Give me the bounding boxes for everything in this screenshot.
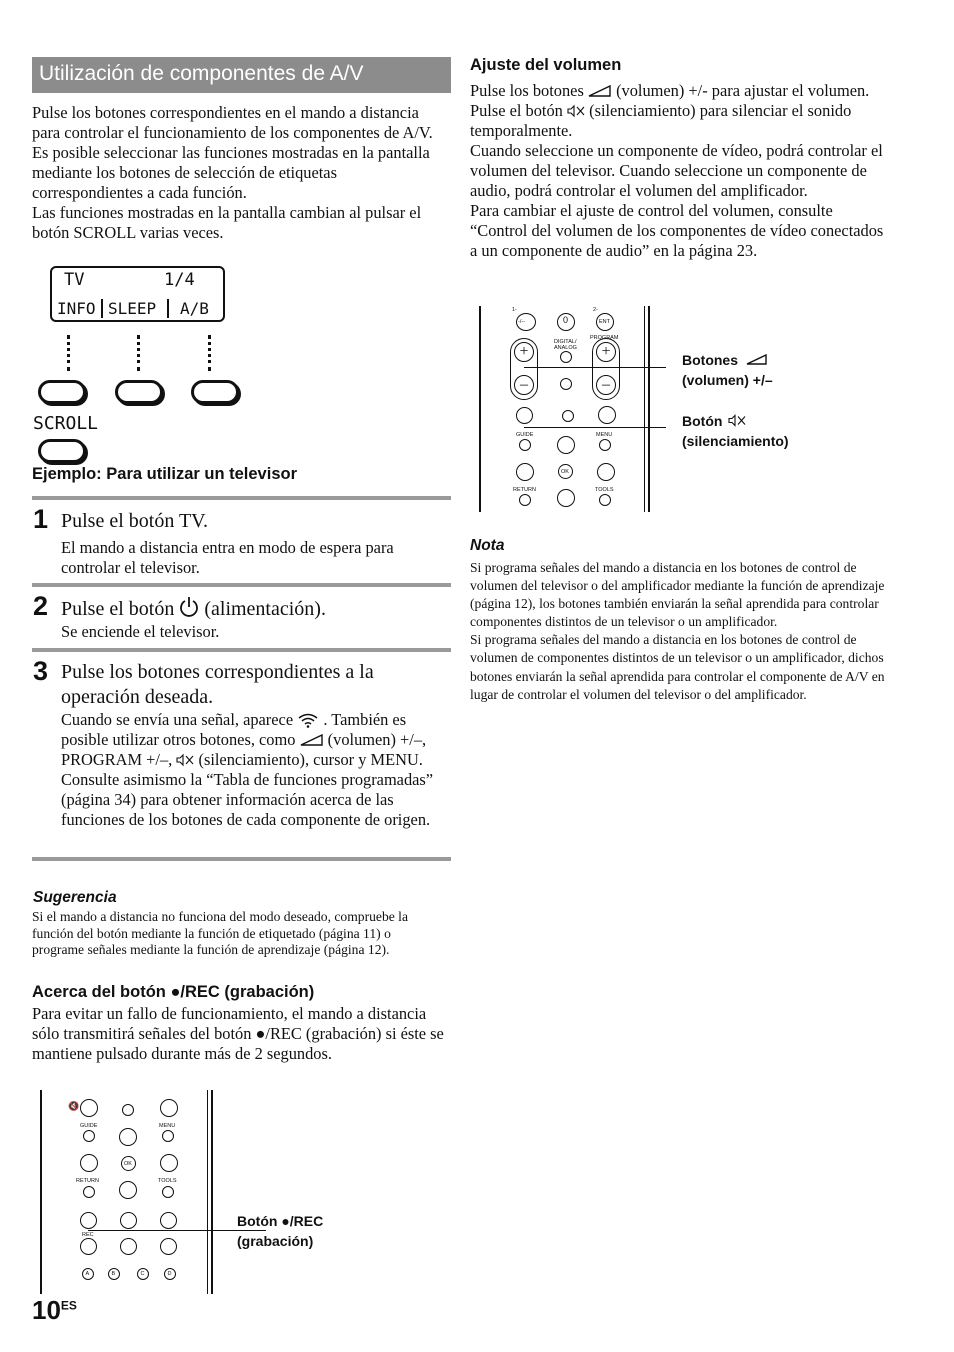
color-c-label: C — [140, 1271, 145, 1277]
lcd-label-sleep: SLEEP — [108, 299, 157, 318]
step-body-text: Cuando se envía una señal, aparece — [61, 710, 294, 729]
ok-label: OK — [124, 1161, 132, 1167]
rec-label: REC — [82, 1232, 94, 1238]
cursor-left-button[interactable] — [80, 1154, 98, 1172]
remote-illustration-rec — [36, 1090, 216, 1294]
volume-callout — [682, 350, 773, 390]
rec-callout-line: (grabación) — [237, 1233, 314, 1249]
return-button[interactable] — [519, 494, 531, 506]
intro-paragraph: Pulse los botones correspondientes en el mando a distancia para controlar el funcionamiento de los componentes de A/V. — [32, 103, 433, 142]
volume-icon — [300, 734, 324, 746]
dotted-connector — [67, 335, 70, 371]
cursor-down-button[interactable] — [557, 489, 575, 507]
fast-forward-button[interactable] — [160, 1212, 177, 1229]
step-title — [61, 596, 326, 622]
step-body-text: (volumen) +/–, PROGRAM +/–, — [61, 730, 427, 769]
mute-callout-line: (silenciamiento) — [682, 433, 789, 449]
volume-text — [470, 81, 890, 261]
guide-button[interactable] — [519, 439, 531, 451]
note-paragraph: Si programa señales del mando a distancia en los botones de control de volumen de componentes distintos de un televisor o un amplificador, dichos botones enviarán la señal aprendida para controlar el componente de A/V en lugar de controlar el volumen del televisor o del amplificador. — [470, 632, 885, 702]
volume-text-part: (silenciamiento) para silenciar el sonido temporalmente. — [470, 101, 852, 140]
lcd-mode: TV — [64, 270, 85, 290]
guide-label: GUIDE — [516, 432, 534, 438]
tools-button[interactable] — [599, 494, 611, 506]
rec-body: Para evitar un fallo de funcionamiento, el mando a distancia sólo transmitirá señales del botón ●/REC (grabación) si éste se mantiene pulsado durante más de 2 segundos. — [32, 1004, 444, 1063]
return-button[interactable] — [83, 1186, 95, 1198]
return-label: RETURN — [513, 487, 536, 493]
lcd-display — [50, 266, 225, 322]
signal-icon — [297, 712, 319, 728]
remote-edge — [211, 1090, 213, 1294]
rec-callout — [237, 1211, 323, 1251]
color-d-label: D — [167, 1271, 172, 1277]
page-number-suffix: ES — [60, 1298, 77, 1313]
example-heading: Ejemplo: Para utilizar un televisor — [32, 465, 297, 483]
lcd-divider — [101, 299, 103, 318]
lcd-label-ab: A/B — [180, 299, 209, 318]
menu-button[interactable] — [162, 1130, 174, 1142]
remote-edge — [479, 306, 481, 512]
input-button[interactable] — [598, 406, 616, 424]
volume-text-part: (volumen) +/- para ajustar el volumen. Pulse el botón — [470, 81, 870, 120]
volume-paragraph: Para cambiar el ajuste de control del volumen, consulte “Control del volumen de los componentes de vídeo conectados a un componente de audio” en la página 23. — [470, 201, 884, 260]
step-body-text: . También es posible utilizar otros botones, como — [61, 710, 407, 749]
section-title: Utilización de componentes de A/V — [32, 57, 451, 93]
tools-button[interactable] — [162, 1186, 174, 1198]
step-body: Se enciende el televisor. — [61, 622, 220, 641]
stop-button[interactable] — [120, 1238, 137, 1255]
mute-button[interactable] — [80, 1099, 98, 1117]
rewind-button[interactable] — [80, 1212, 97, 1229]
volume-down-button[interactable]: – — [514, 375, 534, 395]
display-button[interactable] — [562, 410, 574, 422]
key-2-label: 2- — [593, 307, 598, 313]
remote-illustration-volume — [476, 306, 656, 512]
digital-label: DIGITAL/ — [554, 339, 577, 345]
key-1-label: 1- — [512, 307, 517, 313]
tip-body: Si el mando a distancia no funciona del modo deseado, compruebe la función del botón mediante la función de etiquetado (página 11) o programe señales mediante la función de aprendizaje (página 12). — [32, 909, 408, 957]
step-title-text: Pulse el botón — [61, 598, 175, 620]
analog-label: ANALOG — [554, 345, 577, 351]
volume-paragraph — [470, 81, 890, 141]
tip-heading: Sugerencia — [33, 889, 117, 906]
jump-button[interactable] — [560, 378, 572, 390]
mute-icon — [176, 753, 194, 767]
digital-analog-button[interactable] — [560, 351, 572, 363]
page-number-value: 10 — [32, 1295, 61, 1325]
step-body — [61, 710, 446, 830]
power-icon — [179, 596, 199, 618]
cursor-up-button[interactable] — [557, 436, 575, 454]
dash-label: -/-- — [518, 319, 526, 325]
volume-paragraph: Cuando seleccione un componente de vídeo, podrá controlar el volumen del televisor. Cuando seleccione un componente de audio, podrá controlar el volumen del amplificador. — [470, 141, 883, 200]
remote-edge — [40, 1090, 42, 1294]
remote-edge — [648, 306, 650, 512]
step-title-text: (alimentación). — [204, 598, 326, 620]
pause-button[interactable] — [160, 1238, 177, 1255]
remote-edge — [644, 306, 645, 512]
return-label: RETURN — [76, 1178, 99, 1184]
remote-edge — [207, 1090, 208, 1294]
ok-label: OK — [561, 469, 569, 475]
mute-icon — [728, 414, 746, 427]
intro-paragraph: Es posible seleccionar las funciones mostradas en la pantalla mediante los botones de selección de etiquetas correspondientes a cada función. — [32, 143, 430, 202]
divider — [32, 496, 451, 500]
volume-icon — [588, 85, 612, 97]
note-body — [470, 559, 890, 704]
step-title: Pulse los botones correspondientes a la operación deseada. — [61, 661, 374, 708]
volume-callout-line — [682, 350, 773, 370]
intro-paragraph: Las funciones mostradas en la pantalla cambian al pulsar el botón SCROLL varias veces. — [32, 203, 422, 242]
callout-line — [524, 427, 666, 428]
step-title: Pulse el botón TV. — [61, 510, 209, 532]
program-up-button[interactable]: + — [596, 342, 616, 362]
color-a-label: A — [85, 1271, 90, 1277]
step-number: 1 — [33, 504, 49, 534]
volume-callout-line: (volumen) +/– — [682, 372, 773, 388]
label-select-button[interactable] — [115, 380, 163, 404]
volume-up-button[interactable]: + — [514, 342, 534, 362]
cursor-right-button[interactable] — [160, 1154, 178, 1172]
volume-icon — [746, 354, 768, 365]
mute-callout-line — [682, 411, 789, 431]
intro-text — [32, 103, 450, 243]
step-number: 2 — [33, 591, 49, 621]
guide-label: GUIDE — [80, 1123, 98, 1129]
color-b-label: B — [111, 1271, 116, 1277]
program-down-button[interactable]: – — [596, 375, 616, 395]
rec-heading: Acerca del botón ●/REC (grabación) — [32, 983, 315, 1001]
step-body-text: (silenciamiento), cursor y MENU. Consulte asimismo la “Tabla de funciones programadas” (página 34) para obtener información acerca de las funciones de los botones de cada componente de origen. — [61, 750, 434, 829]
menu-label: MENU — [159, 1123, 176, 1129]
note-paragraph: Si programa señales del mando a distancia en los botones de control de volumen del televisor o del amplificador mediante la función de aprendizaje (página 12), los botones también enviarán la señal aprendida para controlar componentes distintos de un televisor o un amplificador. — [470, 560, 885, 630]
page-number — [32, 1295, 77, 1326]
step-body: El mando a distancia entra en modo de espera para controlar el televisor. — [61, 538, 394, 577]
mute-button[interactable] — [516, 407, 533, 424]
mute-callout-text: Botón — [682, 413, 723, 429]
cursor-left-button[interactable] — [516, 463, 534, 481]
volume-callout-text: Botones — [682, 352, 738, 368]
menu-label: MENU — [596, 432, 613, 438]
cursor-right-button[interactable] — [597, 463, 615, 481]
rec-button[interactable] — [80, 1238, 97, 1255]
lcd-page: 1/4 — [164, 270, 195, 290]
zero-label: 0 — [563, 315, 569, 325]
volume-heading: Ajuste del volumen — [470, 56, 622, 74]
step-number: 3 — [33, 656, 49, 686]
divider — [32, 583, 451, 587]
dotted-connector — [208, 335, 211, 371]
mute-icon: 🔇 — [68, 1101, 80, 1111]
ent-label: ENT — [599, 319, 610, 325]
dotted-connector — [137, 335, 140, 371]
tools-label: TOOLS — [158, 1178, 177, 1184]
scroll-label: SCROLL — [33, 413, 99, 434]
note-heading: Nota — [470, 537, 505, 554]
cursor-up-button[interactable] — [119, 1128, 137, 1146]
cursor-down-button[interactable] — [119, 1181, 137, 1199]
mute-icon — [567, 104, 585, 118]
scroll-button[interactable] — [38, 439, 86, 463]
lcd-divider — [167, 299, 169, 318]
divider — [32, 648, 451, 652]
callout-line — [524, 367, 666, 368]
volume-text-part: Pulse los botones — [470, 81, 584, 100]
input-button[interactable] — [160, 1099, 178, 1117]
divider — [32, 857, 451, 861]
tools-label: TOOLS — [595, 487, 614, 493]
label-select-button[interactable] — [38, 380, 86, 404]
guide-button[interactable] — [83, 1130, 95, 1142]
menu-button[interactable] — [599, 439, 611, 451]
lcd-label-info: INFO — [57, 299, 96, 318]
rec-callout-line: Botón ●/REC — [237, 1213, 324, 1229]
play-button[interactable] — [120, 1212, 137, 1229]
mute-callout — [682, 411, 789, 451]
display-button[interactable] — [122, 1104, 134, 1116]
label-select-button[interactable] — [191, 380, 239, 404]
program-label: PROGRAM — [590, 335, 619, 341]
